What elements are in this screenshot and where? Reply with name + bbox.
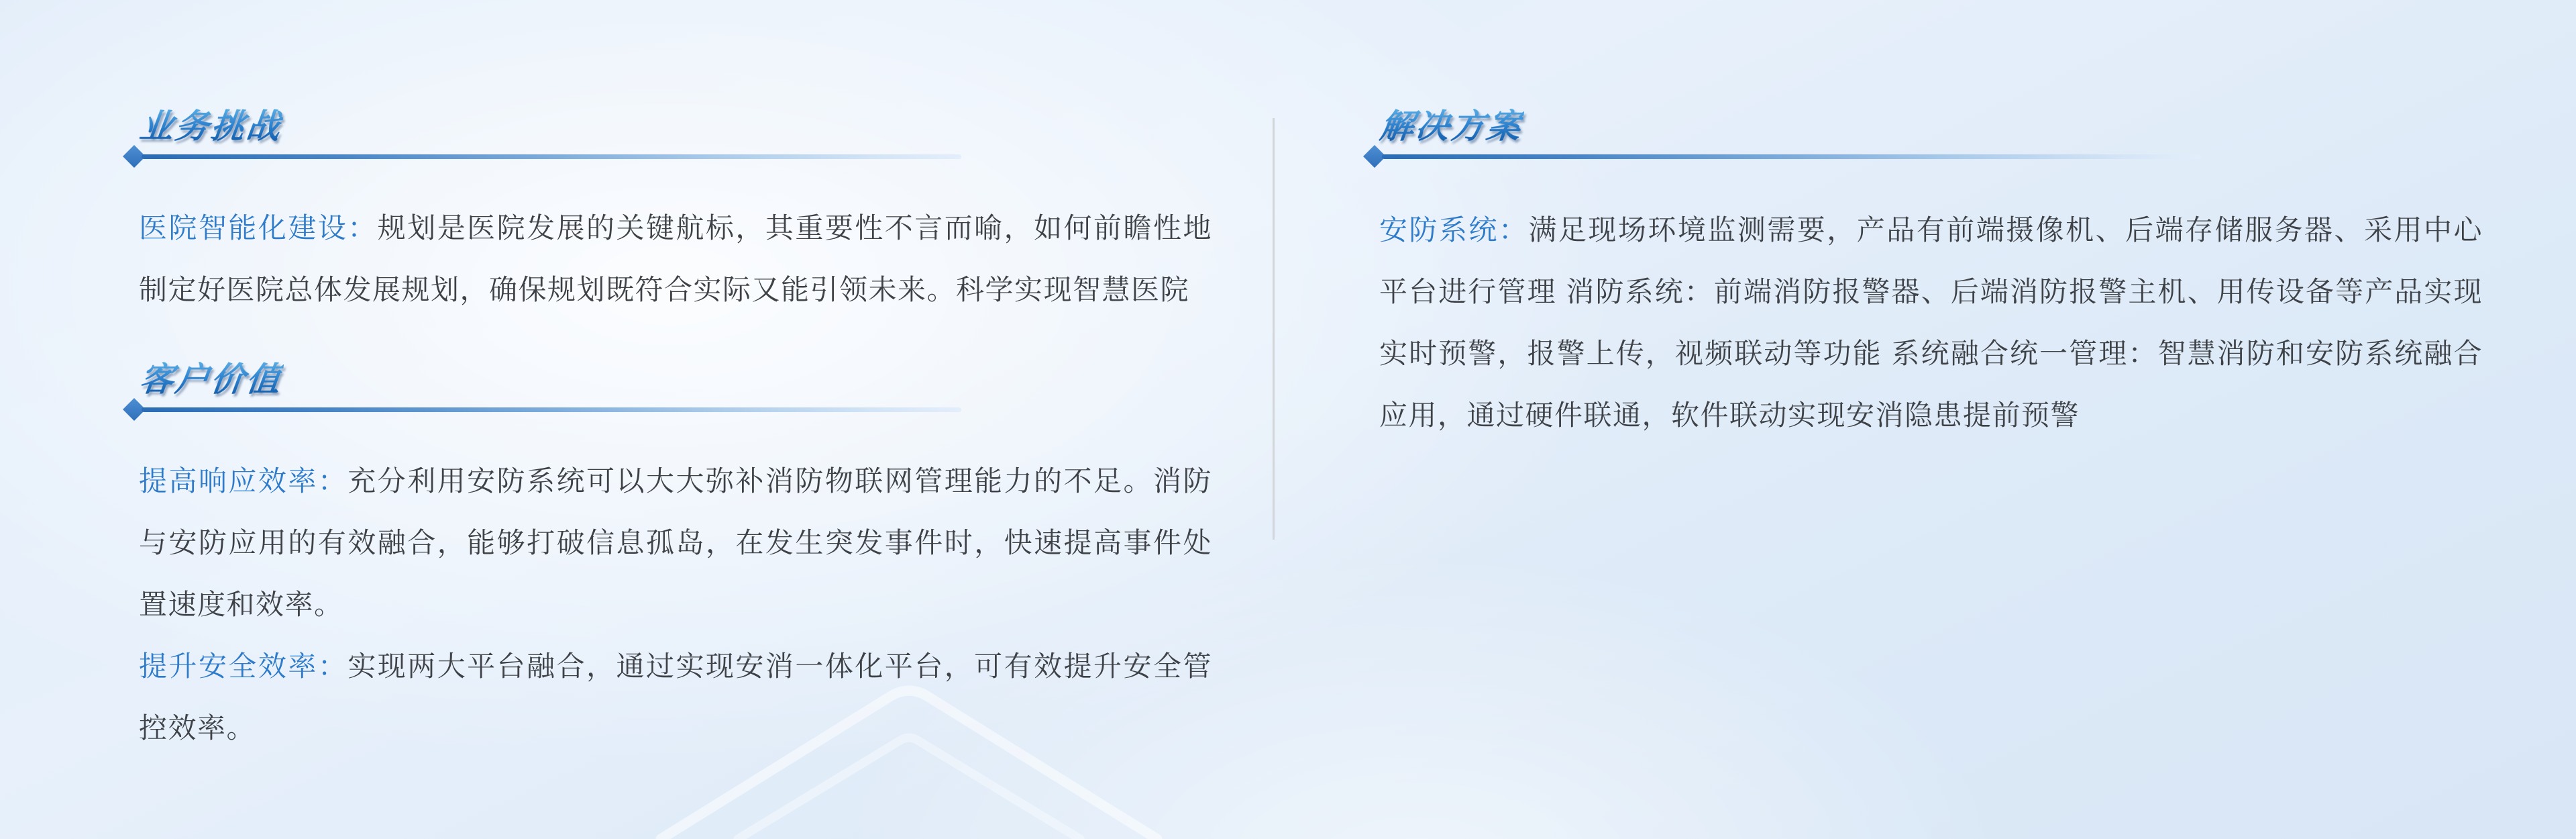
paragraph xyxy=(1379,199,2483,446)
section-title-customer-value: 客户价值 xyxy=(138,360,284,398)
paragraph-text: 规划是医院发展的关键航标，其重要性不言而喻，如何前瞻性地制定好医院总体发展规划，确保规划既符合实际又能引领未来。科学实现智慧医院 xyxy=(139,212,1212,305)
customer-value-body xyxy=(139,450,1212,759)
section-underline-business-challenge xyxy=(123,145,961,168)
business-challenge-body xyxy=(139,197,1212,321)
paragraph xyxy=(139,197,1212,321)
paragraph-lead-label: 安防系统： xyxy=(1379,214,1529,246)
paragraph xyxy=(139,450,1212,636)
gradient-rule xyxy=(142,154,961,159)
paragraph xyxy=(139,636,1212,759)
section-title-business-challenge: 业务挑战 xyxy=(138,107,284,145)
section-underline-solution xyxy=(1363,145,2202,168)
solution-body xyxy=(1379,199,2483,446)
gradient-rule xyxy=(1382,154,2202,159)
paragraph-text: 实现两大平台融合，通过实现安消一体化平台，可有效提升安全管控效率。 xyxy=(139,650,1212,744)
section-underline-customer-value xyxy=(123,398,961,421)
paragraph-lead-label: 提升安全效率： xyxy=(139,650,348,682)
gradient-rule xyxy=(142,407,961,412)
paragraph-lead-label: 提高响应效率： xyxy=(139,465,348,497)
column-divider xyxy=(1273,118,1275,540)
paragraph-lead-label: 医院智能化建设： xyxy=(139,212,378,244)
paragraph-text: 充分利用安防系统可以大大弥补消防物联网管理能力的不足。消防与安防应用的有效融合，能够打破信息孤岛，在发生突发事件时，快速提高事件处置速度和效率。 xyxy=(139,465,1212,620)
section-title-solution: 解决方案 xyxy=(1378,107,1525,145)
paragraph-text: 满足现场环境监测需要，产品有前端摄像机、后端存储服务器、采用中心平台进行管理 消防系统：前端消防报警器、后端消防报警主机、用传设备等产品实现实时预警，报警上传，视频联动等功能 系统融合统一管理：智慧消防和安防系统融合应用，通过硬件联通，软件联动实现安消隐患提前预警 xyxy=(1379,214,2483,431)
